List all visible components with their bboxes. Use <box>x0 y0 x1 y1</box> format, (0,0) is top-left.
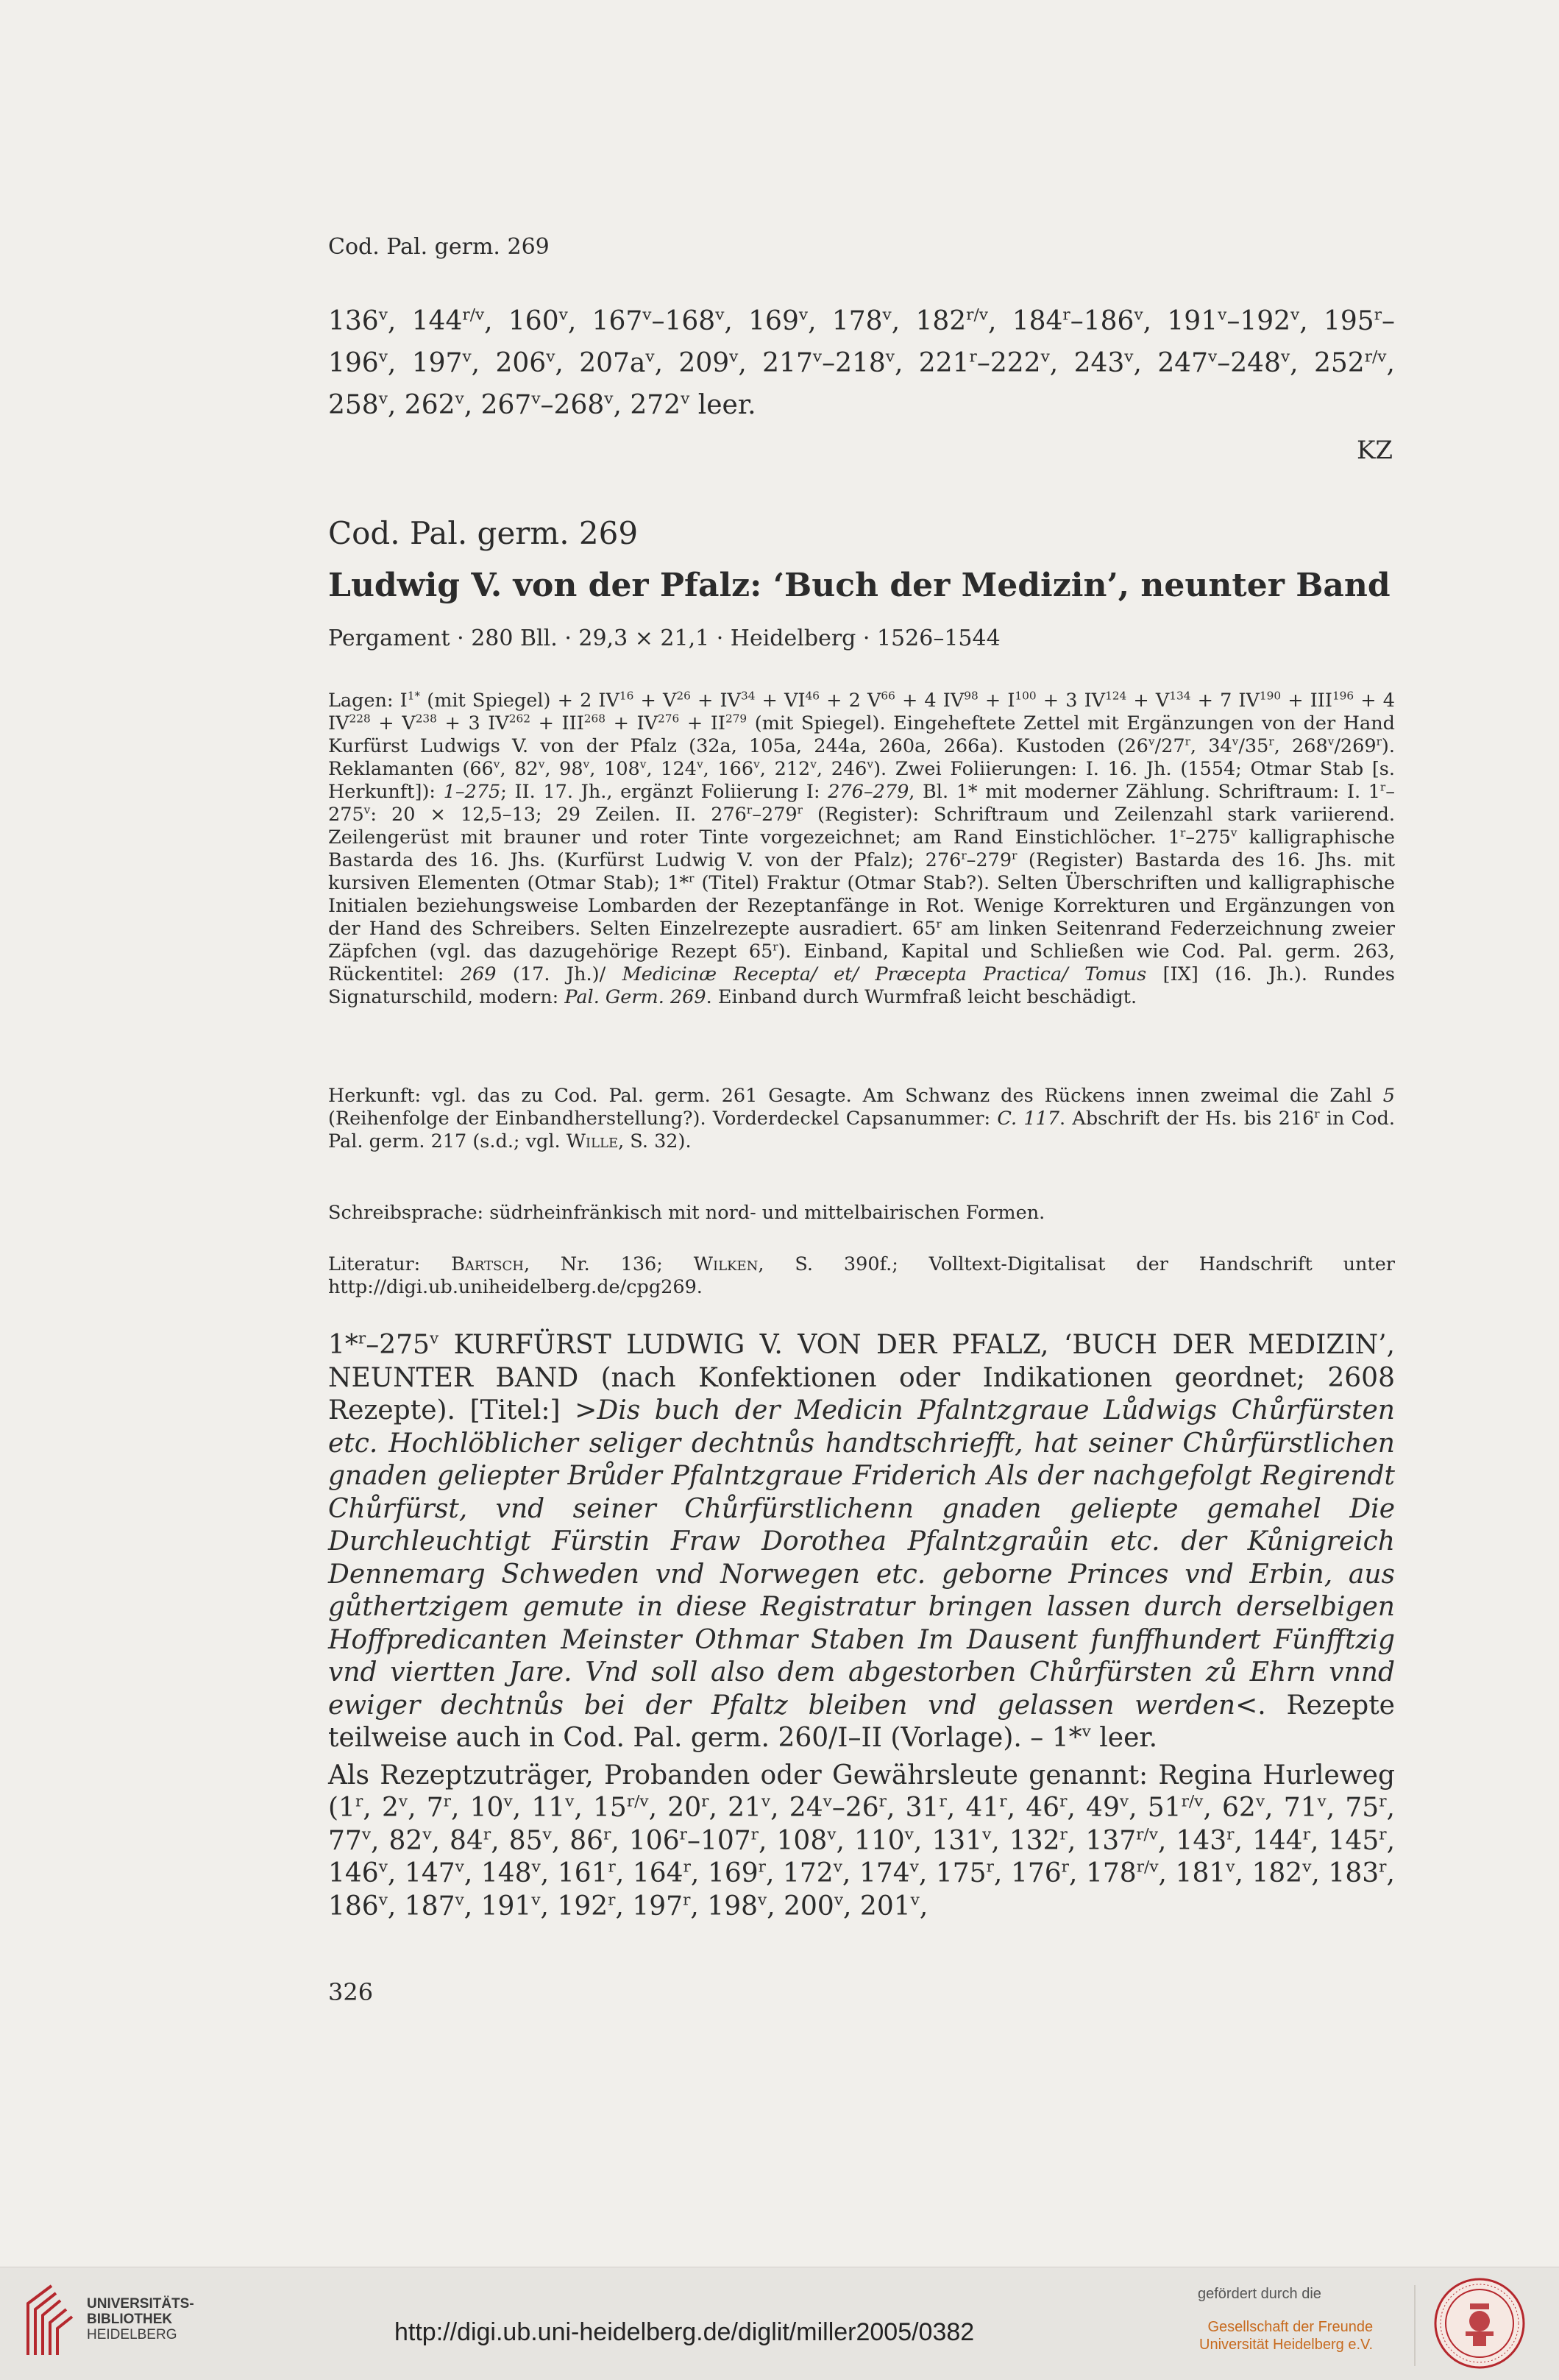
shelfmark-heading: Cod. Pal. germ. 269 <box>328 515 639 551</box>
entry-title: Ludwig V. von der Pfalz: ‘Buch der Medizin’, neunter Band <box>328 567 1391 604</box>
footer-divider <box>1414 2285 1416 2366</box>
content-paragraph: 1*$^r$–275$^v$ KURFÜRST LUDWIG V. VON DER PFALZ, ‘BUCH DER MEDIZIN’, NEUNTER BAND (nach Konfektionen oder Indikationen geordnet; 2608 Rezepte). [Titel:] >Dis buch der Medicin Pfalntzgraue Lůdwigs Chůrfürsten etc. Hochlöblicher seliger dechtnůs handtschriefft, hat seiner Chůrfürstlichen gnaden geliepter Brůder Pfalntzgraue Friderich Als der nachgefolgt Regirendt Chůrfürst, vnd seiner Chůrfürstlichenn gnaden geliepte gemahel Die Durchleuchtigt Fürstin Fraw Dorothea Pfalntzgraůin etc. der Kůnigreich Dennemarg Schweden vnd Norwegen etc. geborne Princes vnd Erbin, aus gůthertzigem gemute in diese Registratur bringen lassen durch derselbigen Hoffpredicanten Meinster Othmar Staben Im Dausent funffhundert Fünfftzig vnd viertten Jare. Vnd soll also dem abgestorben Chůrfürsten zů Ehrn vnnd ewiger dechtnůs bei der Pfaltz bleiben vnd gelassen werden<. Rezepte teilweise auch in Cod. Pal. germ. 260/I–II (Vorlage). – 1*$^v$ leer. <box>328 1329 1395 1753</box>
page-number: 326 <box>328 1978 374 2006</box>
literatur-paragraph: Literatur: Bartsch, Nr. 136; Wilken, S. 390f.; Volltext-Digitalisat der Handschrift unter http://digi.ub.uniheidelberg.de/cpg269. <box>328 1253 1395 1298</box>
continuation-text: 136$^v$, $144^{r/v}$, 160$^v$, 167$^v$–168$^v$, 169$^v$, 178$^v$, $182^{r/v}$, 184$^r$–186$^v$, 191$^v$–192$^v$, 195$^r$–196$^v$, 197$^v$, 206$^v$, $207a^v$, 209$^v$, 217$^v$–218$^v$, 221$^r$–222$^v$, 243$^v$, 247$^v$–248$^v$, $252^{r/v}$, 258$^v$, 262$^v$, 267$^v$–268$^v$, 272$^v$ leer. <box>328 305 1396 420</box>
society-name: Gesellschaft der Freunde Universität Heidelberg e.V. <box>1199 2319 1374 2353</box>
lagen-paragraph: Lagen: $I^{1*}$ (mit Spiegel) + 2 $IV^{16} + V^{26} + IV^{34} + VI^{46} + 2$ $V^{66} + 4$ $IV^{98} + I^{100} + 3$ $IV^{124} + V^{134} + 7$ $IV^{190} + III^{196} + 4$ $IV^{228} + V^{238} + 3$ $IV^{262} + III^{268} + IV^{276} + II^{279}$ (mit Spiegel). Eingeheftete Zettel mit Ergänzungen von der Hand Kurfürst Ludwigs V. von der Pfalz (32a, 105a, 244a, 260a, 266a). Kustoden (26$^v$/27$^r$, 34$^v$/35$^r$, 268$^v$/269$^r$). Reklamanten (66$^v$, 82$^v$, 98$^v$, 108$^v$, 124$^v$, 166$^v$, 212$^v$, 246$^v$). Zwei Foliierungen: I. 16. Jh. (1554; Otmar Stab [s. Herkunft]): 1–275; II. 17. Jh., ergänzt Foliierung I: 276–279, Bl. 1* mit moderner Zählung. Schriftraum: I. 1$^r$–275$^v$: 20 × 12,5–13; 29 Zeilen. II. 276$^r$–279$^r$ (Register): Schriftraum und Zeilenzahl stark variierend. Zeilengerüst mit brauner und roter Tinte vorgezeichnet; am Rand Einstichlöcher. 1$^r$–275$^v$ kalligraphische Bastarda des 16. Jhs. (Kurfürst Ludwig V. von der Pfalz); 276$^r$–279$^r$ (Register) Bastarda des 16. Jhs. mit kursiven Elementen (Otmar Stab); 1*$^r$ (Titel) Fraktur (Otmar Stab?). Selten Überschriften und kalligraphische Initialen beziehungsweise Lombarden der Rezeptanfänge in Rot. Wenige Korrekturen und Ergänzungen von der Hand des Schreibers. Selten Einzelrezepte ausradiert. 65$^r$ am linken Seitenrand Federzeichnung zweier Zäpfchen (vgl. das dazugehörige Rezept 65$^r$). Einband, Kapital und Schließen wie Cod. Pal. germ. 263, Rückentitel: 269 (17. Jh.)/ Medicinæ Recepta/ et/ Præcepta Practica/ Tomus [IX] (16. Jh.). Rundes Signaturschild, modern: Pal. Germ. 269. Einband durch Wurmfraß leicht beschädigt. <box>328 689 1396 1008</box>
funded-by-label: gefördert durch die <box>1198 2286 1321 2302</box>
university-seal-icon <box>1433 2277 1526 2370</box>
schreibsprache-paragraph: Schreibsprache: südrheinfränkisch mit nord- und mittelbairischen Formen. <box>328 1202 1045 1224</box>
contributors-paragraph: Als Rezeptzuträger, Probanden oder Gewährsleute genannt: Regina Hurleweg (1$^r$, 2$^v$, 7$^r$, 10$^v$, 11$^v$, $15^{r/v}$, 20$^r$, 21$^v$, 24$^v$–26$^r$, 31$^r$, 41$^r$, 46$^r$, 49$^v$, $51^{r/v}$, 62$^v$, 71$^v$, 75$^r$, 77$^v$, 82$^v$, 84$^r$, 85$^v$, 86$^r$, 106$^r$–107$^r$, 108$^v$, 110$^v$, 131$^v$, 132$^r$, $137^{r/v}$, 143$^r$, 144$^r$, 145$^r$, 146$^v$, 147$^v$, 148$^v$, 161$^r$, 164$^r$, 169$^r$, 172$^v$, 174$^v$, 175$^r$, 176$^r$, $178^{r/v}$, 181$^v$, 182$^v$, 183$^r$, 186$^v$, 187$^v$, 191$^v$, 192$^r$, 197$^r$, 198$^v$, 200$^v$, 201$^v$, <box>328 1760 1396 1922</box>
permalink-url[interactable]: http://digi.ub.uni-heidelberg.de/diglit/miller2005/0382 <box>394 2318 975 2346</box>
library-logo-icon <box>22 2281 79 2358</box>
library-name: UNIVERSITÄTS- BIBLIOTHEK HEIDELBERG <box>87 2296 194 2342</box>
content-description <box>328 1329 1395 1923</box>
herkunft-paragraph: Herkunft: vgl. das zu Cod. Pal. germ. 261 Gesagte. Am Schwanz des Rückens innen zweimal die Zahl 5 (Reihenfolge der Einbandherstellung?). Vorderdeckel Capsanummer: C. 117. Abschrift der Hs. bis 216$^r$ in Cod. Pal. germ. 217 (s.d.; vgl. Wille, S. 32). <box>328 1085 1395 1152</box>
author-initials: KZ <box>1356 436 1393 465</box>
entry-meta: Pergament · 280 Bll. · 29,3 × 21,1 · Heidelberg · 1526–1544 <box>328 626 1001 651</box>
running-head: Cod. Pal. germ. 269 <box>328 234 550 260</box>
